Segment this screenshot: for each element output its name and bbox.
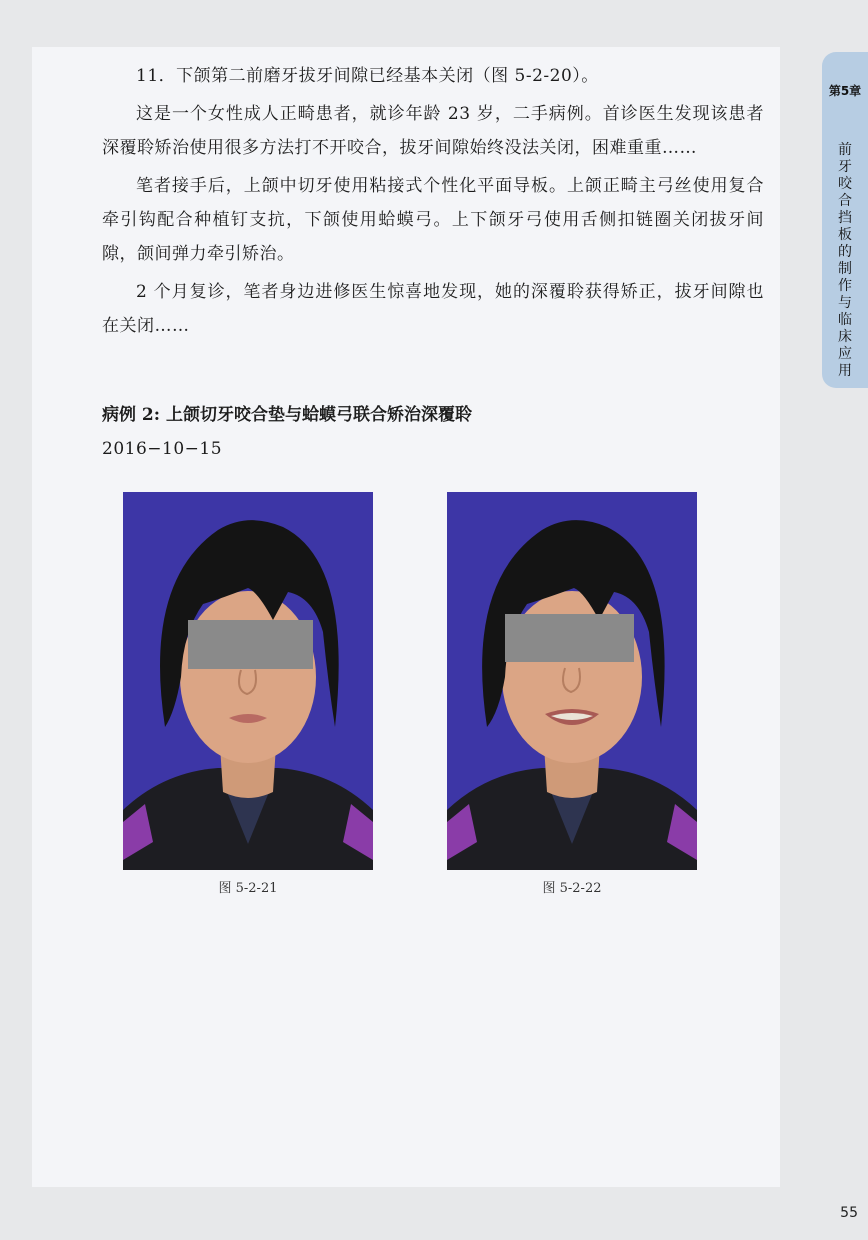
paragraph: 笔者接手后，上颌中切牙使用粘接式个性化平面导板。上颌正畸主弓丝使用复合牵引钩配合种植钉支抗，下颌使用蛤蟆弓。上下颌牙弓使用舌侧扣链圈关闭拔牙间隙，颌间弹力牵引矫治。 xyxy=(102,176,764,264)
paragraph: 11．下颌第二前磨牙拔牙间隙已经基本关闭（图 5-2-20）。 xyxy=(136,66,599,86)
chapter-title: 前牙咬合挡板的制作与临床应用 xyxy=(838,142,852,379)
patient-photo-smile xyxy=(447,492,697,870)
page-number: 55 xyxy=(840,1205,858,1221)
case-date: 2016−10−15 xyxy=(102,439,223,459)
book-page xyxy=(32,47,780,1187)
chapter-side-tab xyxy=(822,52,868,388)
paragraph: 2 个月复诊，笔者身边进修医生惊喜地发现，她的深覆聆获得矫正，拔牙间隙也在关闭…… xyxy=(102,282,764,336)
figure-caption: 图 5-2-21 xyxy=(218,881,278,896)
paragraph: 这是一个女性成人正畸患者，就诊年龄 23 岁，二手病例。首诊医生发现该患者深覆聆矫治使用很多方法打不开咬合，拔牙间隙始终没法关闭，困难重重…… xyxy=(102,104,764,158)
chapter-label: 第5章 xyxy=(828,84,862,98)
case-title: 病例 2: 上颌切牙咬合垫与蛤蟆弓联合矫治深覆聆 xyxy=(102,405,472,425)
patient-photo-neutral xyxy=(123,492,373,870)
body-text xyxy=(102,59,764,347)
figure-caption: 图 5-2-22 xyxy=(542,881,602,896)
